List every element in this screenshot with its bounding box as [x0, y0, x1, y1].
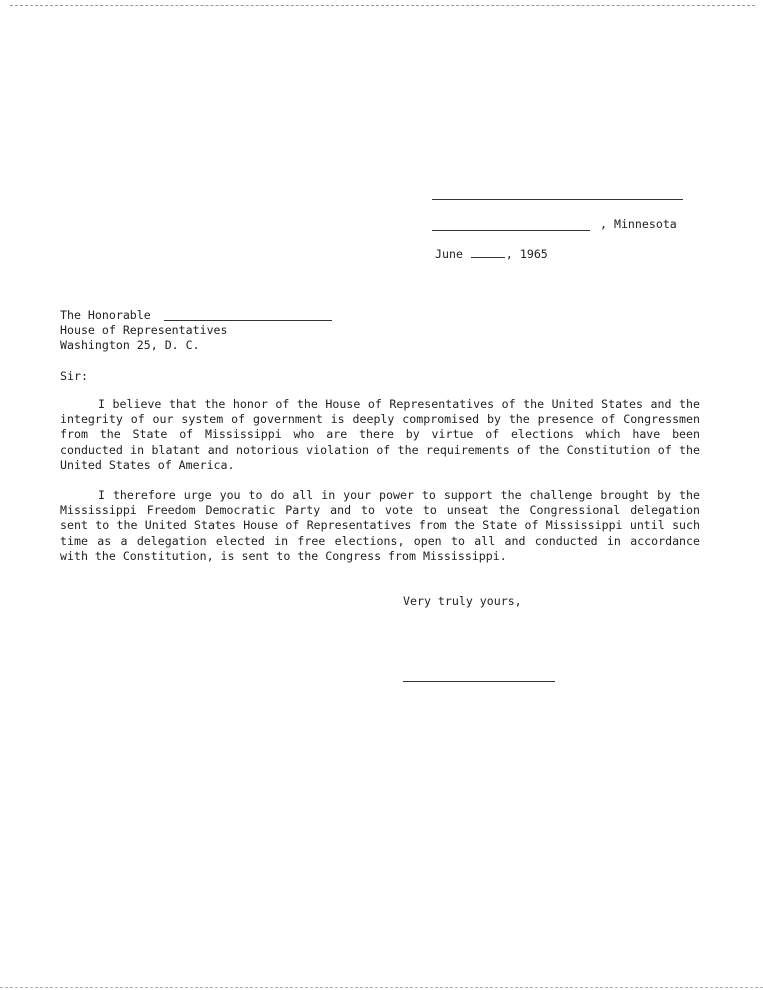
recipient-name-blank	[164, 320, 332, 321]
body-paragraph-1: I believe that the honor of the House of Representatives of the United States and the integrity of our system of government is deeply compromised by the presence of Congressmen from the State of Mississippi who are there by virtue of elections which have been conducted in blatant and notorious violation of the requirements of the Constitution of the United States of America.	[60, 397, 700, 472]
date-day-blank	[471, 247, 505, 258]
letter-date	[435, 247, 548, 261]
sender-state: , Minnesota	[600, 217, 677, 231]
closing: Very truly yours,	[403, 594, 522, 608]
sender-name-blank	[432, 199, 683, 200]
salutation: Sir:	[60, 369, 88, 383]
date-year: , 1965	[505, 247, 548, 261]
date-month: June	[435, 247, 463, 261]
recipient-city: Washington 25, D. C.	[60, 338, 200, 352]
signature-blank	[403, 681, 555, 682]
recipient-title: The Honorable	[60, 308, 151, 322]
recipient-house: House of Representatives	[60, 323, 228, 337]
body-paragraph-2: I therefore urge you to do all in your power to support the challenge brought by the Mississippi Freedom Democratic Party and to vote to unseat the Congressional delegation sent to the United States House of Representatives from the State of Mississippi until such time as a delegation elected in free elections, open to all and conducted in accordance with the Constitution, is sent to the Congress from Mississippi.	[60, 488, 700, 563]
sender-city-blank	[432, 230, 590, 231]
scan-edge-top	[10, 5, 755, 6]
scan-edge-bottom	[0, 987, 763, 988]
